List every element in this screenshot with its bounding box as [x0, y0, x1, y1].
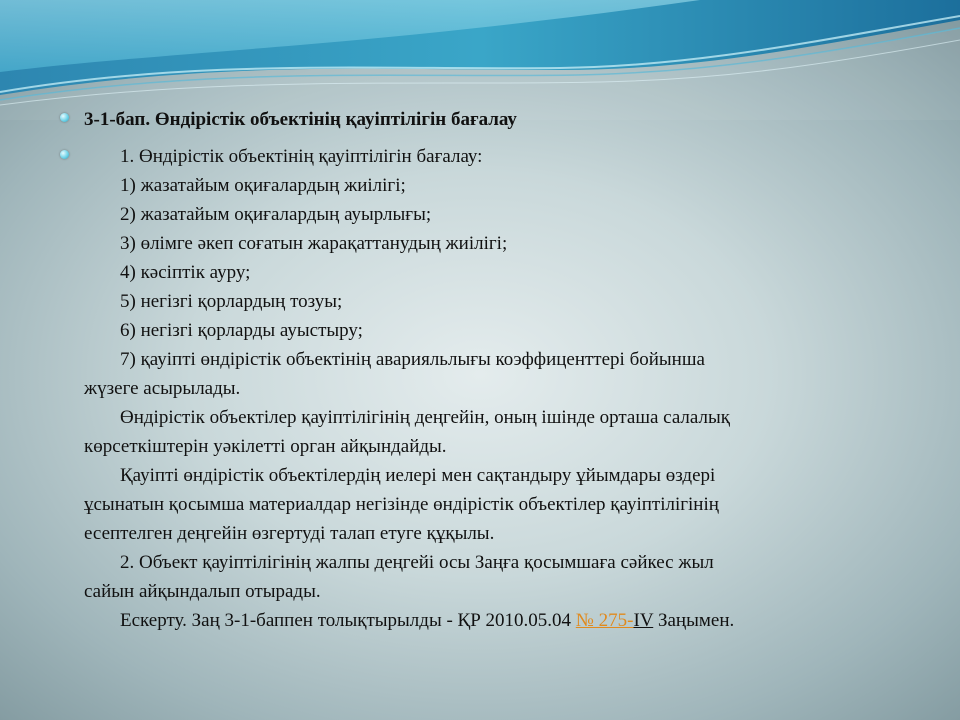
bullet-icon [60, 113, 69, 122]
law-number-link[interactable]: № 275- [575, 610, 634, 631]
paragraph-line: есептелген деңгейін өзгертуді талап етуге құқылы. [84, 523, 495, 544]
paragraph-line: жүзеге асырылады. [84, 378, 241, 399]
paragraph-line: Қауіпті өндірістік объектілердің иелері мен сақтандыру ұйымдары өздері [120, 465, 716, 486]
paragraph-line: 4) кәсіптік ауру; [120, 262, 251, 283]
note-line [84, 606, 920, 635]
paragraph-line: 1. Өндірістік объектінің қауіптілігін бағалау: [120, 146, 483, 167]
paragraph-line: 1) жазатайым оқиғалардың жиілігі; [120, 175, 406, 196]
paragraph-line: 7) қауіпті өндірістік объектінің аварияльлығы коэффиценттері бойынша [120, 349, 705, 370]
paragraph-line: 2. Объект қауіптілігінің жалпы деңгейі осы Заңға қосымшаға сәйкес жыл [120, 552, 714, 573]
paragraph-line: Өндірістік объектілер қауіптілігінің деңгейін, оның ішінде орташа салалық [120, 407, 730, 428]
note-prefix: Ескерту. Заң 3-1-баппен толықтырылды - ҚР 2010.05.04 [120, 610, 576, 631]
paragraph-line: 2) жазатайым оқиғалардың ауырлығы; [120, 204, 432, 225]
note-suffix: Заңымен. [653, 610, 735, 631]
heading-row [60, 108, 920, 132]
body-row [60, 140, 920, 635]
paragraph-line: 3) өлімге әкеп соғатын жарақаттанудың жиілігі; [120, 233, 508, 254]
paragraph-line: 6) негізгі қорларды ауыстыру; [120, 320, 363, 341]
law-suffix: IV [633, 610, 654, 631]
bullet-icon [60, 150, 69, 159]
slide-heading: 3-1-бап. Өндірістік объектінің қауіптілігін бағалау [84, 109, 517, 130]
slide-content [60, 108, 920, 635]
paragraph-line: көрсеткіштерін уәкілетті орган айқындайды. [84, 436, 447, 457]
paragraph-line: 5) негізгі қорлардың тозуы; [120, 291, 343, 312]
paragraph-line: ұсынатын қосымша материалдар негізінде өндірістік объектілер қауіптілігінің [84, 494, 719, 515]
paragraph-line: сайын айқындалып отырады. [84, 581, 321, 602]
decorative-wave-header [0, 0, 960, 120]
